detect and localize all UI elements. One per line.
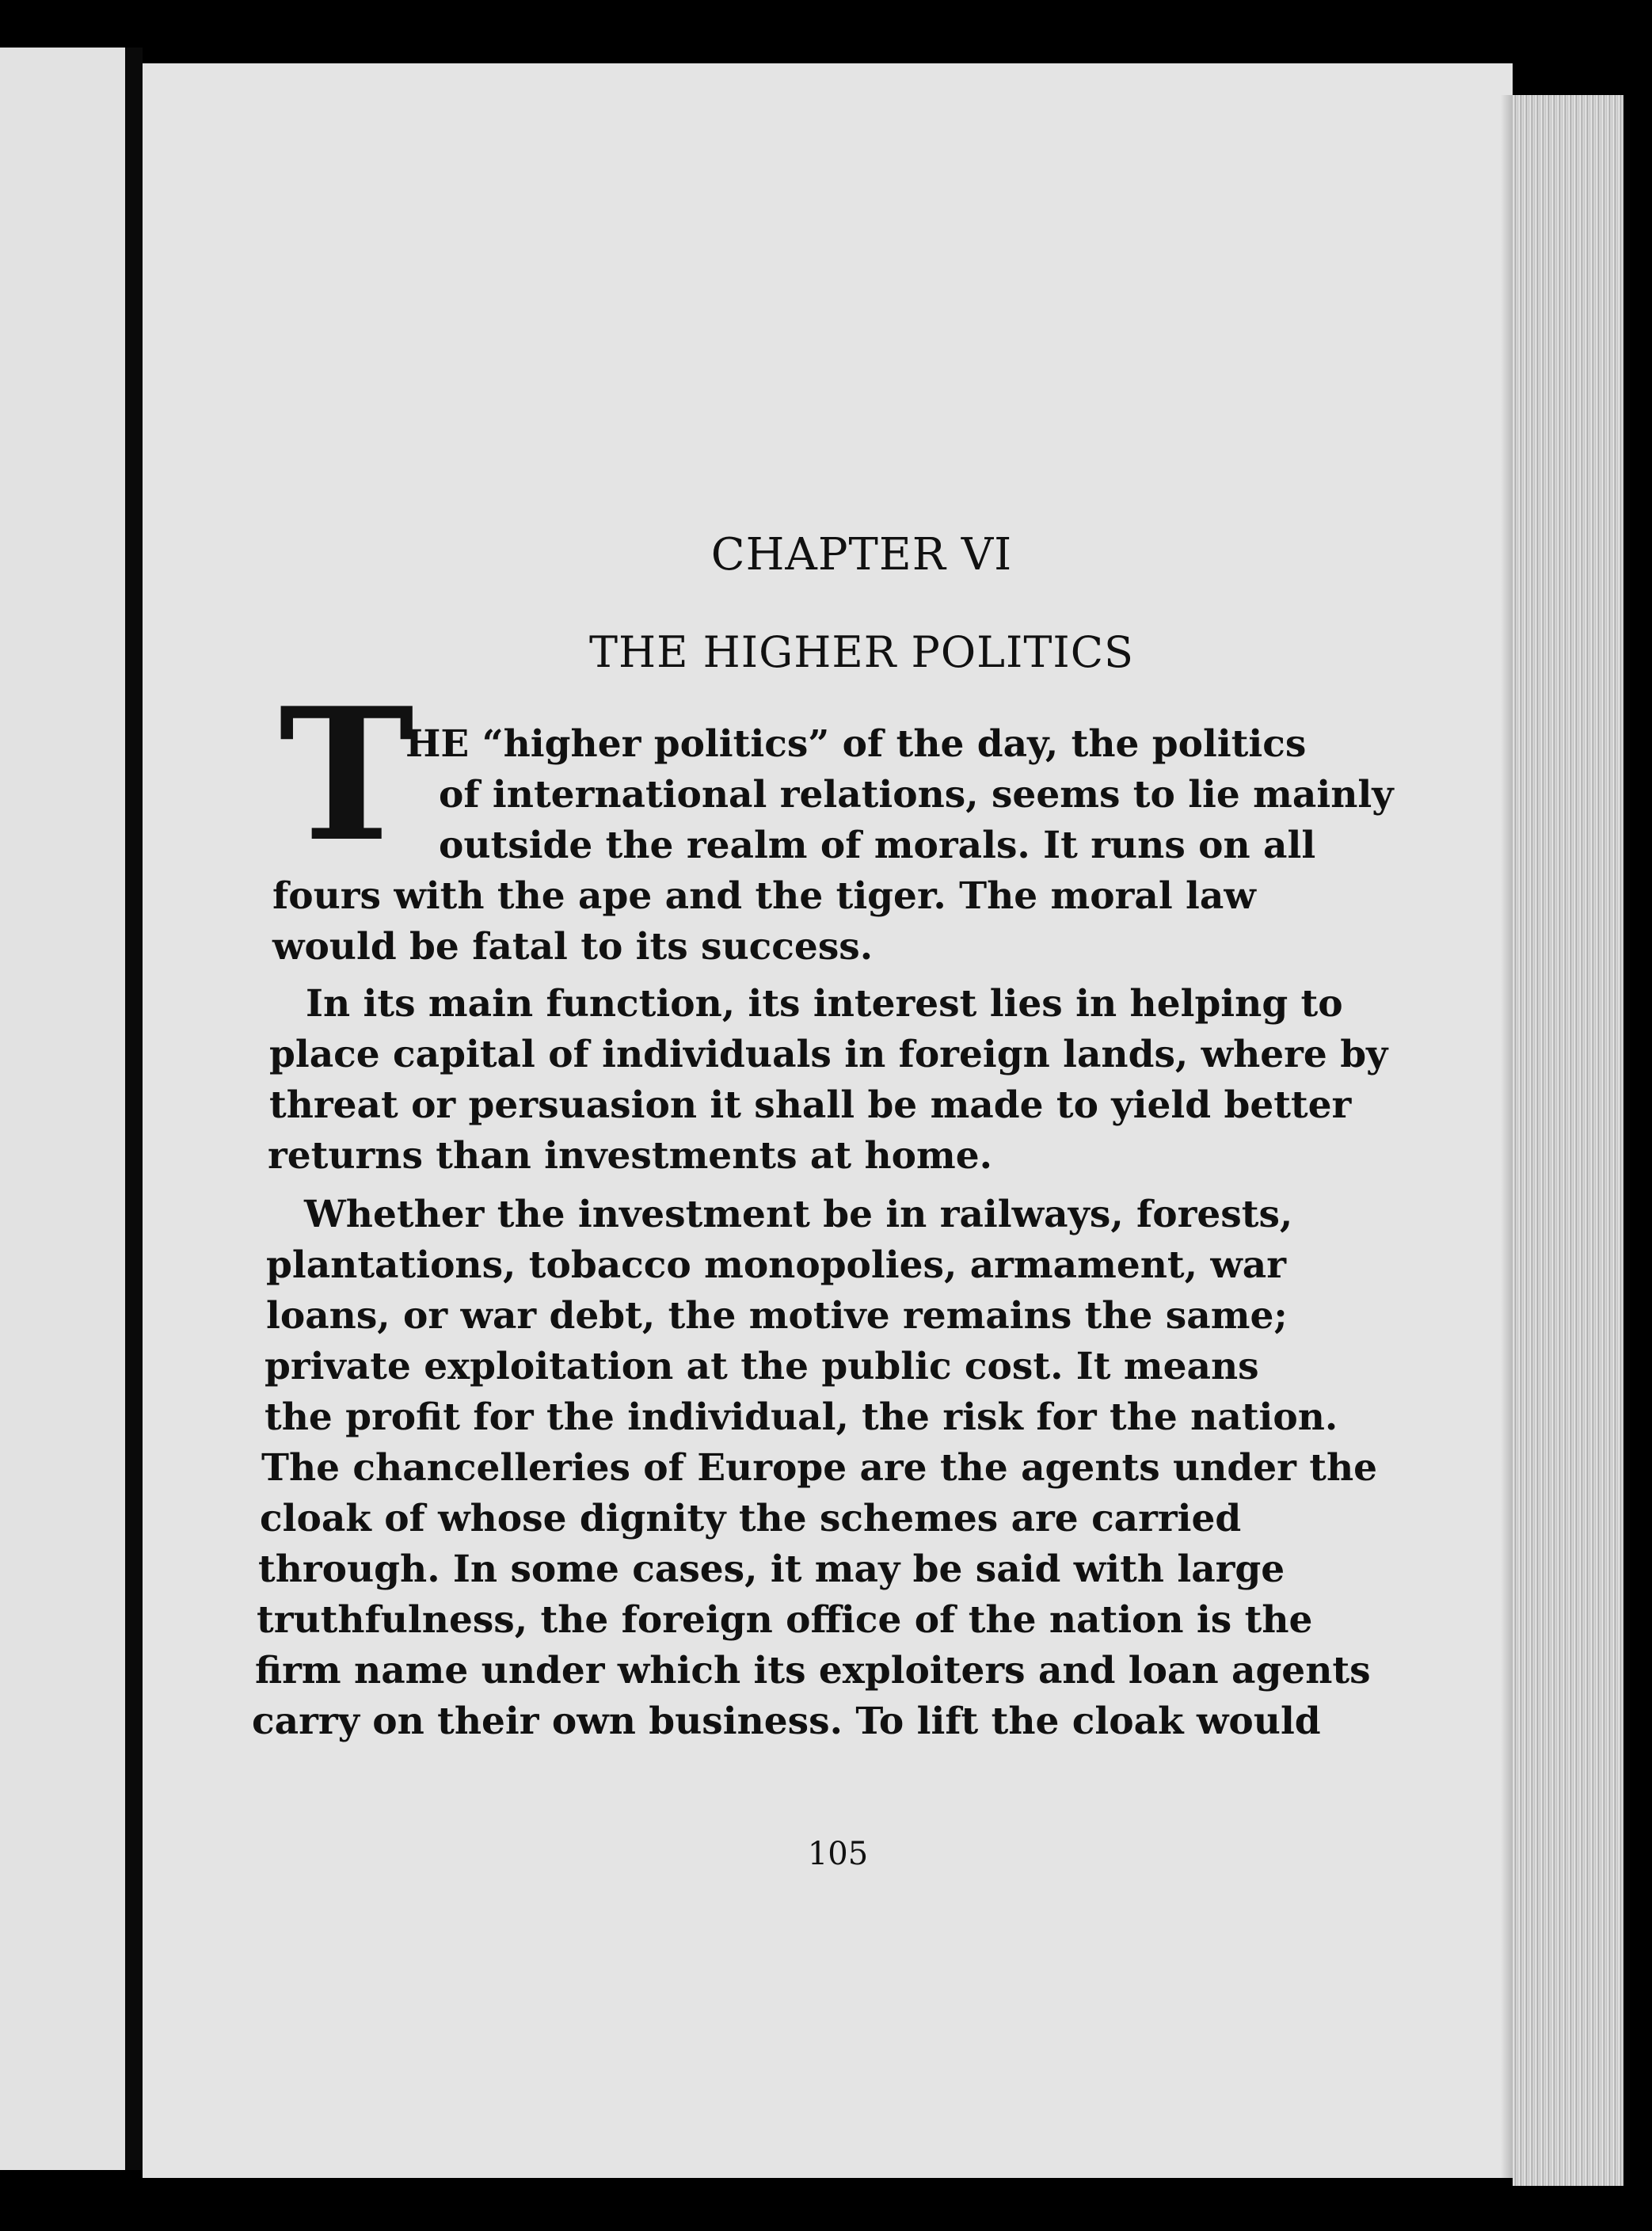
text-line: firm name under which its exploiters and loan agents [255, 1649, 1371, 1692]
text-line: of international relations, seems to lie mainly [439, 773, 1394, 817]
text-line: cloak of whose dignity the schemes are carried [260, 1497, 1242, 1540]
text-line: the profit for the individual, the risk for the nation. [265, 1395, 1338, 1439]
text-line: returns than investments at home. [268, 1134, 992, 1178]
text-line: private exploitation at the public cost. It means [265, 1345, 1259, 1388]
drop-cap: T [279, 668, 415, 882]
text-line: carry on their own business. To lift the cloak would [252, 1700, 1321, 1743]
text-line: loans, or war debt, the motive remains the same; [266, 1294, 1288, 1338]
text-line: The chancelleries of Europe are the agents under the [261, 1446, 1378, 1490]
chapter-number: CHAPTER VI [710, 529, 1013, 581]
page-number: 105 [807, 1836, 869, 1872]
text-line: would be fatal to its success. [272, 925, 874, 969]
text-line: truthfulness, the foreign office of the nation is the [257, 1598, 1313, 1642]
text-line: In its main function, its interest lies in helping to [306, 982, 1343, 1026]
text-line: place capital of individuals in foreign lands, where by [269, 1033, 1388, 1076]
page-edges [1513, 95, 1623, 2186]
text-line: outside the realm of morals. It runs on all [439, 824, 1316, 867]
text-line: through. In some cases, it may be said with large [258, 1548, 1285, 1591]
chapter-title: THE HIGHER POLITICS [588, 627, 1135, 677]
text-line: Whether the investment be in railways, forests, [304, 1193, 1293, 1236]
text-line: threat or persuasion it shall be made to yield better [269, 1083, 1352, 1127]
text-line: fours with the ape and the tiger. The moral law [272, 874, 1256, 918]
text-line: HE “higher politics” of the day, the politics [405, 722, 1307, 766]
text-line: plantations, tobacco monopolies, armament, war [266, 1243, 1287, 1287]
